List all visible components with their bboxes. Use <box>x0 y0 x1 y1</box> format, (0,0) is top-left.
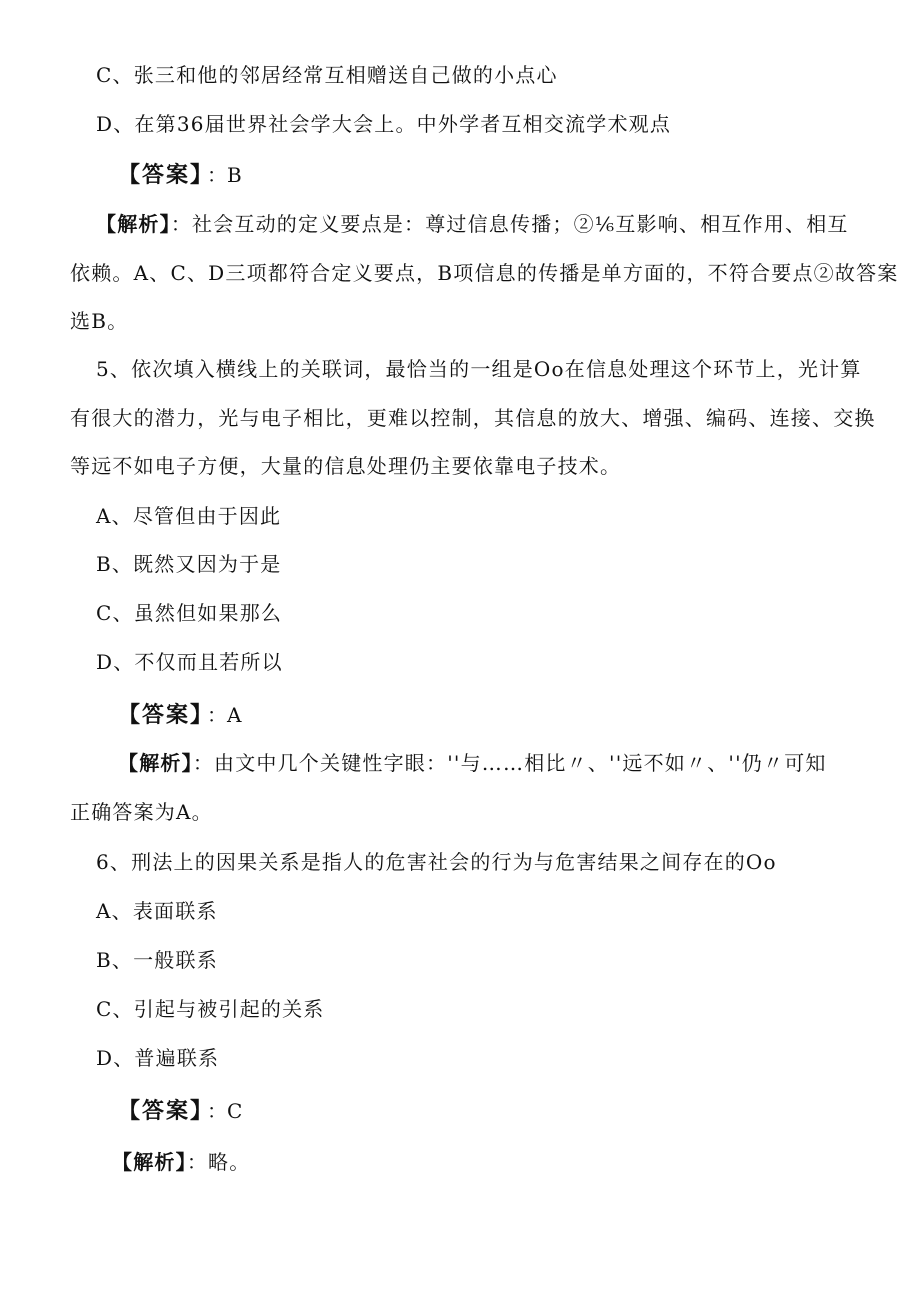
answer-value: ：B <box>207 163 242 187</box>
q6-option-b: B、一般联系 <box>96 948 218 972</box>
explain-tag: 【解析】 <box>96 212 171 236</box>
q4-option-d: D、在第36届世界社会学大会上。中外学者互相交流学术观点 <box>96 112 672 136</box>
answer-tag: 【答案】 <box>118 1099 204 1124</box>
q4-option-c: C、张三和他的邻居经常互相赠送自己做的小点心 <box>96 63 558 87</box>
q6-option-d: D、普遍联系 <box>96 1046 220 1070</box>
q5-explanation-line-1 <box>118 751 827 775</box>
answer-tag: 【答案】 <box>118 163 204 188</box>
q5-stem-line-3: 等远不如电子方便，大量的信息处理仍主要依靠电子技术。 <box>70 454 622 478</box>
q5-option-c: C、虽然但如果那么 <box>96 601 283 625</box>
q4-answer <box>118 162 242 189</box>
q5-option-a: A、尽管但由于因此 <box>96 504 282 528</box>
q6-option-c: C、引起与被引起的关系 <box>96 997 325 1021</box>
explain-text: ：由文中几个关键性字眼：''与……相比〃、''远不如〃、''仍〃可知 <box>192 751 827 775</box>
q5-stem-line-1: 5、依次填入横线上的关联词，最恰当的一组是Oo在信息处理这个环节上，光计算 <box>96 357 862 381</box>
q5-answer <box>118 702 241 729</box>
q6-answer <box>118 1098 242 1125</box>
q6-stem: 6、刑法上的因果关系是指人的危害社会的行为与危害结果之间存在的Oo <box>96 850 777 874</box>
q5-stem-line-2: 有很大的潜力，光与电子相比，更难以控制，其信息的放大、增强、编码、连接、交换 <box>70 406 876 430</box>
q6-option-a: A、表面联系 <box>96 899 218 923</box>
q4-explanation-line-1 <box>96 212 849 236</box>
answer-value: ：C <box>207 1099 243 1123</box>
explain-tag: 【解析】 <box>112 1150 187 1174</box>
explain-tag: 【解析】 <box>118 751 193 775</box>
q4-explanation-line-2: 依赖。A、C、D三项都符合定义要点，B项信息的传播是单方面的，不符合要点②故答案 <box>70 261 899 285</box>
q5-option-d: D、不仅而且若所以 <box>96 650 283 674</box>
explain-text: ：社会互动的定义要点是：尊过信息传播；②⅙互影响、相互作用、相互 <box>170 212 849 236</box>
answer-tag: 【答案】 <box>118 703 204 728</box>
answer-value: ：A <box>207 703 242 727</box>
q6-explanation <box>112 1150 250 1174</box>
q5-explanation-line-2: 正确答案为A。 <box>70 800 213 824</box>
explain-text: ：略。 <box>186 1150 251 1174</box>
q5-option-b: B、既然又因为于是 <box>96 552 282 576</box>
q4-explanation-line-3: 选B。 <box>70 309 129 333</box>
